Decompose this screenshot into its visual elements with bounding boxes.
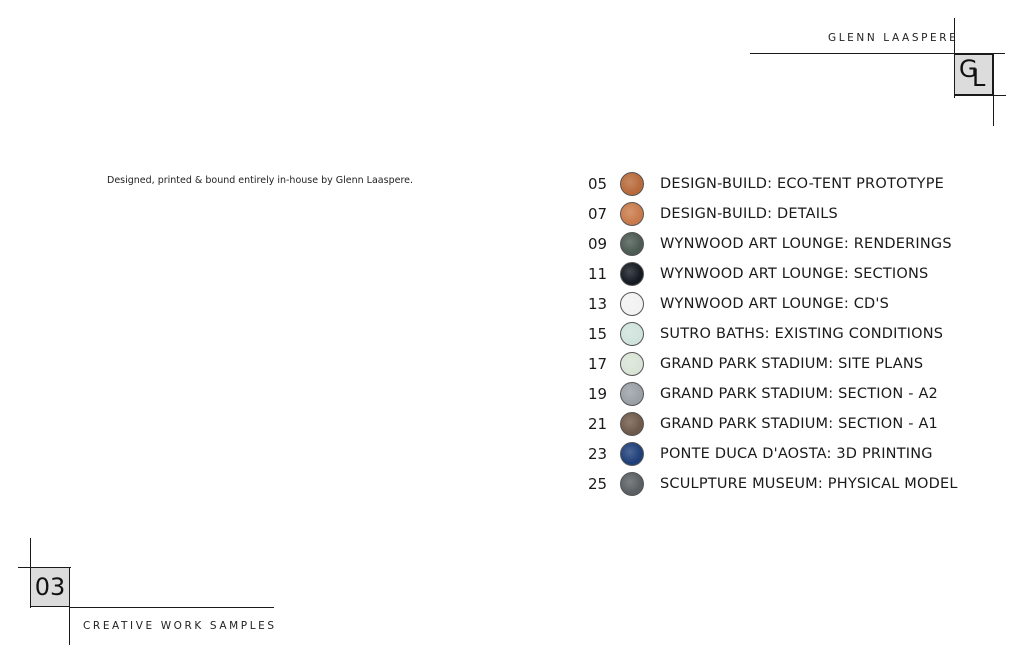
project-thumbnail-icon	[620, 292, 644, 316]
table-of-contents	[588, 169, 1008, 499]
toc-page-number: 21	[588, 415, 608, 433]
page-number: 03	[30, 567, 70, 607]
project-thumbnail-icon	[620, 202, 644, 226]
toc-page-number: 17	[588, 355, 608, 373]
logo-letter-g: G	[959, 55, 978, 83]
gl-logo	[954, 54, 993, 95]
toc-page-number: 19	[588, 385, 608, 403]
toc-item[interactable]	[588, 169, 1008, 199]
toc-item[interactable]	[588, 289, 1008, 319]
project-thumbnail-icon	[620, 262, 644, 286]
toc-page-number: 11	[588, 265, 608, 283]
toc-title: WYNWOOD ART LOUNGE: SECTIONS	[660, 266, 929, 282]
toc-item[interactable]	[588, 379, 1008, 409]
toc-title: GRAND PARK STADIUM: SITE PLANS	[660, 356, 924, 372]
toc-page-number: 09	[588, 235, 608, 253]
project-thumbnail-icon	[620, 412, 644, 436]
project-thumbnail-icon	[620, 352, 644, 376]
author-name: GLENN LAASPERE	[828, 32, 959, 44]
logo-vertical-rule	[993, 54, 994, 126]
toc-title: WYNWOOD ART LOUNGE: RENDERINGS	[660, 236, 952, 252]
toc-item[interactable]	[588, 319, 1008, 349]
project-thumbnail-icon	[620, 322, 644, 346]
toc-title: DESIGN-BUILD: DETAILS	[660, 206, 838, 222]
toc-title: PONTE DUCA D'AOSTA: 3D PRINTING	[660, 446, 933, 462]
toc-page-number: 13	[588, 295, 608, 313]
toc-title: GRAND PARK STADIUM: SECTION - A1	[660, 416, 938, 432]
toc-page-number: 23	[588, 445, 608, 463]
toc-item[interactable]	[588, 409, 1008, 439]
section-title: CREATIVE WORK SAMPLES	[83, 620, 277, 632]
toc-title: SUTRO BATHS: EXISTING CONDITIONS	[660, 326, 944, 342]
toc-title: GRAND PARK STADIUM: SECTION - A2	[660, 386, 938, 402]
logo-letter-l: L	[972, 64, 986, 92]
toc-item[interactable]	[588, 229, 1008, 259]
project-thumbnail-icon	[620, 172, 644, 196]
toc-item[interactable]	[588, 199, 1008, 229]
project-thumbnail-icon	[620, 442, 644, 466]
toc-item[interactable]	[588, 439, 1008, 469]
toc-page-number: 25	[588, 475, 608, 493]
project-thumbnail-icon	[620, 382, 644, 406]
toc-item[interactable]	[588, 259, 1008, 289]
toc-item[interactable]	[588, 469, 1008, 499]
toc-title: SCULPTURE MUSEUM: PHYSICAL MODEL	[660, 476, 958, 492]
toc-title: DESIGN-BUILD: ECO-TENT PROTOTYPE	[660, 176, 945, 192]
toc-page-number: 07	[588, 205, 608, 223]
project-thumbnail-icon	[620, 232, 644, 256]
credit-text: Designed, printed & bound entirely in-house by Glenn Laaspere.	[107, 175, 414, 186]
logo-bottom-rule	[954, 95, 1006, 96]
footer-rule	[70, 607, 274, 608]
toc-page-number: 05	[588, 175, 608, 193]
toc-page-number: 15	[588, 325, 608, 343]
toc-item[interactable]	[588, 349, 1008, 379]
toc-title: WYNWOOD ART LOUNGE: CD'S	[660, 296, 889, 312]
project-thumbnail-icon	[620, 472, 644, 496]
